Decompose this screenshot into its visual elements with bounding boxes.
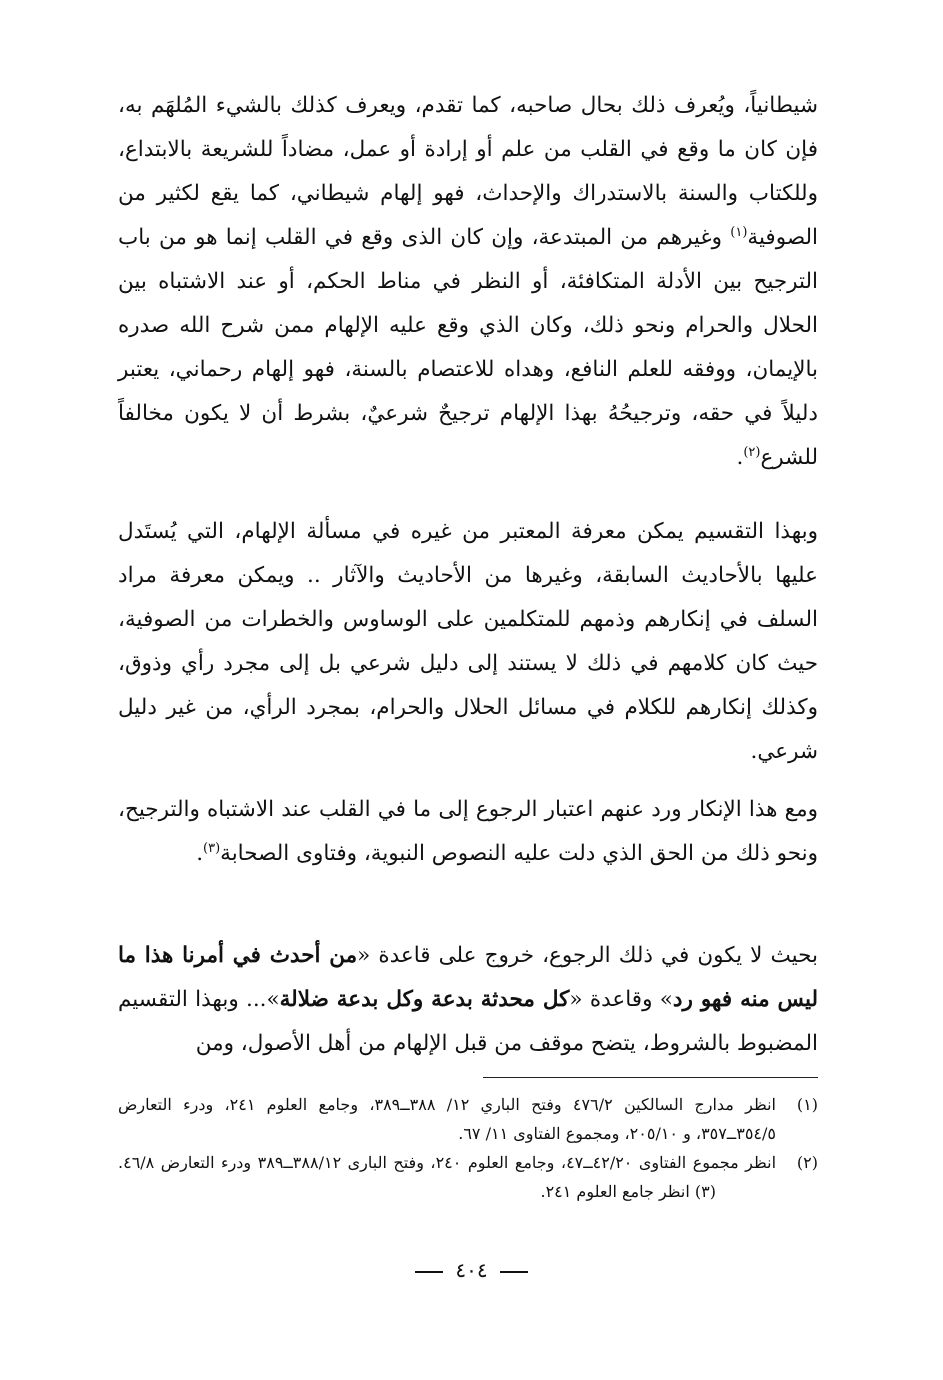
page-number: ٤٠٤ — [0, 1258, 943, 1282]
footnote-3-number: (٣) — [694, 1182, 716, 1201]
footnotes — [118, 1090, 818, 1206]
footnote-text: انظر مجموع الفتاوى ٤٢/٢٠ــ٤٧، وجامع العلوم ٢٤٠، وفتح البارى ٣٨٨/١٢ــ٣٨٩ ودرء التعارض ٤٦/٨. — [118, 1153, 777, 1172]
footnote-1 — [118, 1090, 818, 1148]
dash-left — [500, 1271, 528, 1273]
footnote-3-text: انظر جامع العلوم ٢٤١. — [540, 1182, 690, 1201]
paragraph-4: بحيث لا يكون في ذلك الرجوع، خروج على قاعدة «من أحدث في أمرنا هذا ما ليس منه فهو رد» وقاعدة «كل محدثة بدعة وكل بدعة ضلالة»... وبهذا التقسيم المضبوط بالشروط، يتضح موقف من قبل الإلهام من أهل الأصول، ومن — [118, 943, 818, 1056]
footnote-number: (٢) — [796, 1153, 818, 1172]
footnote-text: انظر مدارج السالكين ٤٧٦/٢ وفتح الباري ١٢/ ٣٨٨ــ٣٨٩، وجامع العلوم ٢٤١، ودرء التعارض ٣٥٤/٥ــ٣٥٧، و ٢٠٥/١٠، ومجموع الفتاوى ١١/ ٦٧. — [118, 1095, 776, 1143]
footnote-ref-2[interactable]: (٢) — [743, 444, 761, 460]
footnote-2 — [118, 1148, 818, 1206]
footnote-number: (١) — [796, 1095, 818, 1114]
footnote-divider — [483, 1077, 818, 1078]
paragraph-1: شيطانياً، ويُعرف ذلك بحال صاحبه، كما تقدم، ويعرف كذلك بالشيء المُلهَم به، فإن كان ما وقع في القلب من علم أو إرادة أو عمل، مضاداً للشريعة بالابتداع، وللكتاب والسنة بالاستدراك والإحداث، فهو إلهام شيطاني، كما يقع لكثير من الصوفية$^{(١)}$ وغيرهم من المبتدعة، وإن كان الذى وقع في القلب إنما هو من باب الترجيح بين الأدلة المتكافئة، أو النظر في مناط الحكم، أو عند الاشتباه بين الحلال والحرام ونحو ذلك، وكان الذي وقع عليه الإلهام ممن شرح الله صدره بالإيمان، ووفقه للعلم النافع، وهداه للاعتصام بالسنة، فهو إلهام رحماني، يعتبر دليلاً في حقه، وترجيحُهُ بهذا الإلهام ترجيحٌ شرعيٌ، بشرط أن لا يكون مخالفاً للشرع$^{(٢)}$. — [118, 93, 818, 470]
footnote-ref-3[interactable]: (٣) — [203, 840, 221, 856]
footnote-ref-1[interactable]: (١) — [730, 224, 748, 240]
dash-right — [415, 1271, 443, 1273]
hadith-quote-2: كل محدثة بدعة وكل بدعة ضلالة — [279, 987, 570, 1012]
hadith-quote-1: من أحدث في أمرنا هذا ما ليس منه فهو رد — [118, 943, 818, 1012]
paragraph-2: وبهذا التقسيم يمكن معرفة المعتبر من غيره في مسألة الإلهام، التي يُستَدل عليها بالأحاديث السابقة، وغيرها من الأحاديث والآثار .. ويمكن معرفة مراد السلف في إنكارهم وذمهم للمتكلمين على الوساوس والخطرات من الصوفية، حيث كان كلامهم في ذلك لا يستند إلى دليل شرعي بل إلى مجرد رأي وذوق، وكذلك إنكارهم للكلام في مسائل الحلال والحرام، بمجرد الرأي، من غير دليل شرعي. — [118, 519, 818, 764]
paragraph-3: ومع هذا الإنكار ورد عنهم اعتبار الرجوع إلى ما في القلب عند الاشتباه والترجيح، ونحو ذلك من الحق الذي دلت عليه النصوص النبوية، وفتاوى الصحابة$^{(٣)}$. — [118, 797, 818, 866]
